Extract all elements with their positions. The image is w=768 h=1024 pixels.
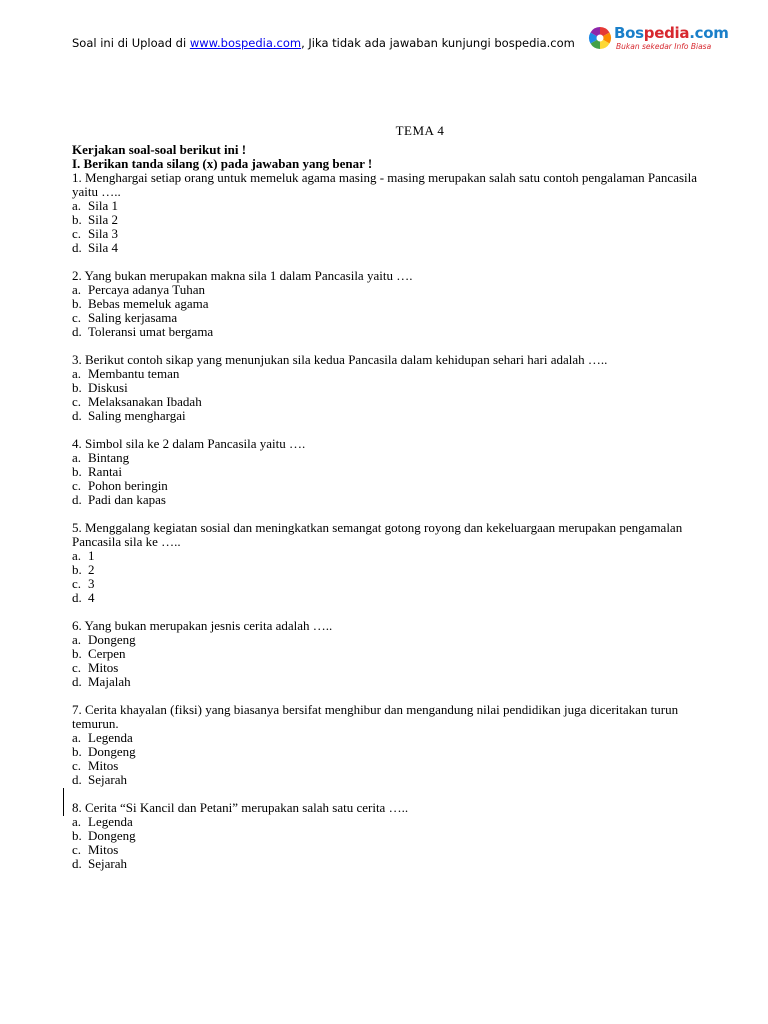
instruction-section-1: I. Berikan tanda silang (x) pada jawaban yang benar ! (72, 156, 373, 171)
answer-option (72, 843, 712, 857)
option-text: Mitos (88, 660, 119, 675)
option-text: 1 (88, 548, 95, 563)
option-letter: d. (72, 856, 82, 871)
question-6 (72, 619, 712, 689)
option-letter: b. (72, 646, 82, 661)
option-letter: a. (72, 282, 82, 297)
option-text: 3 (88, 576, 95, 591)
option-text: 2 (88, 562, 95, 577)
option-letter: c. (72, 758, 82, 773)
question-text: 5. Menggalang kegiatan sosial dan meningkatkan semangat gotong royong dan kekeluargaan merupakan pengamalan Pancasila sila ke ….. (72, 520, 683, 549)
bospedia-logo-text: Bospedia.com (614, 24, 729, 42)
question-7 (72, 703, 712, 787)
answer-option (72, 465, 712, 479)
question-2 (72, 269, 712, 339)
option-text: 4 (88, 590, 95, 605)
answer-option (72, 311, 712, 325)
answer-option (72, 759, 712, 773)
option-letter: b. (72, 562, 82, 577)
option-text: Padi dan kapas (88, 492, 166, 507)
answer-option (72, 199, 712, 213)
page-title: TEMA 4 (395, 123, 445, 138)
answer-option (72, 815, 712, 829)
option-letter: b. (72, 464, 82, 479)
answer-option (72, 409, 712, 423)
bospedia-tagline: Bukan sekedar Info Biasa (616, 42, 712, 51)
question-text: 4. Simbol sila ke 2 dalam Pancasila yaitu …. (72, 436, 306, 451)
option-text: Sila 1 (88, 198, 118, 213)
answer-option (72, 731, 712, 745)
option-text: Legenda (88, 730, 133, 745)
option-letter: b. (72, 828, 82, 843)
option-text: Cerpen (88, 646, 126, 661)
bospedia-logo (586, 24, 746, 56)
bospedia-logo-icon (586, 24, 614, 52)
option-letter: d. (72, 492, 82, 507)
answer-option (72, 241, 712, 255)
option-letter: a. (72, 548, 82, 563)
option-letter: b. (72, 212, 82, 227)
option-text: Membantu teman (88, 366, 180, 381)
answer-option (72, 563, 712, 577)
option-text: Rantai (88, 464, 122, 479)
option-text: Majalah (88, 674, 131, 689)
bospedia-link[interactable]: www.bospedia.com (189, 36, 302, 50)
question-8 (72, 801, 712, 871)
option-text: Percaya adanya Tuhan (88, 282, 205, 297)
option-text: Bebas memeluk agama (88, 296, 209, 311)
option-letter: d. (72, 772, 82, 787)
option-text: Saling kerjasama (88, 310, 178, 325)
question-list (72, 171, 712, 871)
question-5 (72, 521, 712, 605)
answer-option (72, 297, 712, 311)
option-text: Dongeng (88, 632, 136, 647)
option-letter: d. (72, 324, 82, 339)
option-text: Legenda (88, 814, 133, 829)
option-text: Sila 2 (88, 212, 118, 227)
upload-notice-prefix: Soal ini di Upload di (72, 36, 190, 50)
option-text: Sejarah (88, 772, 127, 787)
answer-option (72, 213, 712, 227)
answer-option (72, 367, 712, 381)
worksheet (72, 124, 712, 885)
option-letter: b. (72, 744, 82, 759)
option-letter: c. (72, 576, 82, 591)
question-text: 3. Berikut contoh sikap yang menunjukan sila kedua Pancasila dalam kehidupan sehari hari adalah ….. (72, 352, 608, 367)
answer-option (72, 675, 712, 689)
option-letter: a. (72, 198, 82, 213)
option-letter: b. (72, 380, 82, 395)
option-text: Dongeng (88, 744, 136, 759)
option-letter: d. (72, 408, 82, 423)
option-text: Mitos (88, 758, 119, 773)
answer-option (72, 549, 712, 563)
question-text: 1. Menghargai setiap orang untuk memeluk agama masing - masing merupakan salah satu contoh pengalaman Pancasila yaitu ….. (72, 170, 698, 199)
text-cursor (63, 788, 64, 816)
option-letter: a. (72, 730, 82, 745)
option-letter: c. (72, 310, 82, 325)
option-letter: a. (72, 450, 82, 465)
option-text: Pohon beringin (88, 478, 168, 493)
upload-notice (72, 36, 575, 50)
answer-option (72, 661, 712, 675)
answer-option (72, 325, 712, 339)
page-header (0, 0, 768, 70)
option-text: Toleransi umat bergama (88, 324, 214, 339)
option-letter: d. (72, 590, 82, 605)
option-letter: a. (72, 814, 82, 829)
answer-option (72, 745, 712, 759)
option-text: Mitos (88, 842, 119, 857)
option-letter: c. (72, 226, 82, 241)
question-3 (72, 353, 712, 423)
question-text: 8. Cerita “Si Kancil dan Petani” merupakan salah satu cerita ….. (72, 800, 409, 815)
option-text: Sila 3 (88, 226, 118, 241)
option-letter: d. (72, 674, 82, 689)
upload-notice-suffix: , Jika tidak ada jawaban kunjungi bospedia.com (301, 36, 575, 50)
answer-option (72, 283, 712, 297)
answer-option (72, 395, 712, 409)
question-4 (72, 437, 712, 507)
option-letter: c. (72, 660, 82, 675)
option-text: Bintang (88, 450, 130, 465)
option-letter: c. (72, 478, 82, 493)
option-letter: c. (72, 394, 82, 409)
option-text: Melaksanakan Ibadah (88, 394, 202, 409)
answer-option (72, 773, 712, 787)
answer-option (72, 647, 712, 661)
option-text: Sila 4 (88, 240, 118, 255)
option-text: Sejarah (88, 856, 127, 871)
answer-option (72, 591, 712, 605)
option-text: Dongeng (88, 828, 136, 843)
option-text: Saling menghargai (88, 408, 186, 423)
answer-option (72, 479, 712, 493)
option-letter: d. (72, 240, 82, 255)
option-letter: b. (72, 296, 82, 311)
answer-option (72, 451, 712, 465)
question-text: 6. Yang bukan merupakan jesnis cerita adalah ….. (72, 618, 333, 633)
question-text: 7. Cerita khayalan (fiksi) yang biasanya bersifat menghibur dan mengandung nilai pendidikan juga diceritakan turun temurun. (72, 702, 679, 731)
question-1 (72, 171, 712, 255)
answer-option (72, 857, 712, 871)
answer-option (72, 493, 712, 507)
answer-option (72, 633, 712, 647)
option-letter: a. (72, 366, 82, 381)
question-text: 2. Yang bukan merupakan makna sila 1 dalam Pancasila yaitu …. (72, 268, 413, 283)
answer-option (72, 227, 712, 241)
answer-option (72, 829, 712, 843)
option-letter: a. (72, 632, 82, 647)
option-letter: c. (72, 842, 82, 857)
instruction-main: Kerjakan soal-soal berikut ini ! (72, 142, 247, 157)
answer-option (72, 577, 712, 591)
option-text: Diskusi (88, 380, 128, 395)
answer-option (72, 381, 712, 395)
